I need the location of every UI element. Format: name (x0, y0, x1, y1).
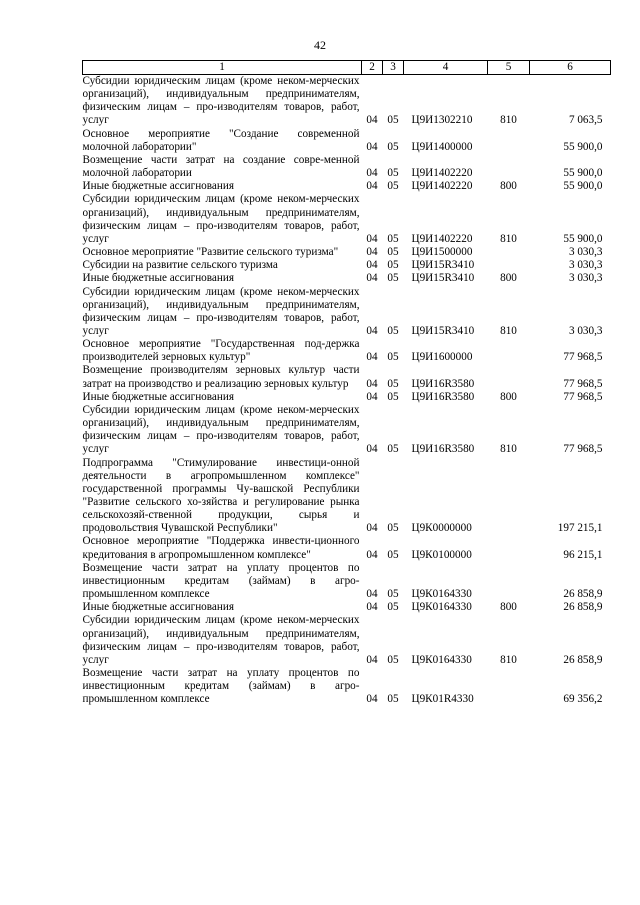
row-expense-type-cell: 810 (500, 114, 517, 127)
row-amount-cell: 77 968,5 (563, 351, 603, 364)
table-row (83, 75, 611, 128)
table-header (83, 61, 611, 75)
row-amount-cell: 55 900,0 (563, 140, 603, 153)
row-expense-type-cell: 810 (500, 653, 517, 666)
row-expense-type-cell: 810 (500, 232, 517, 245)
table-row (83, 128, 611, 154)
row-subsection-cell: 05 (387, 351, 399, 364)
budget-table (82, 60, 611, 707)
row-subsection-cell: 05 (387, 588, 399, 601)
row-name-cell: Основное мероприятие "Государственная под-держка производителей зерновых культур" (82, 338, 360, 364)
row-section-cell: 04 (366, 180, 378, 193)
row-section-cell: 04 (366, 167, 378, 180)
row-section-cell: 04 (366, 377, 378, 390)
row-expense-type-cell (488, 535, 530, 561)
row-subsection-cell: 05 (387, 693, 399, 706)
row-subsection-cell: 05 (387, 167, 399, 180)
row-target-article-cell: Ц9К0164330 (411, 588, 472, 601)
row-target-article-cell: Ц9И16R3580 (411, 377, 475, 390)
table-row (83, 404, 611, 457)
table-row (83, 667, 611, 706)
row-subsection-cell: 05 (387, 180, 399, 193)
row-section-cell: 04 (366, 351, 378, 364)
row-section-cell: 04 (366, 114, 378, 127)
row-subsection-cell: 05 (387, 246, 399, 259)
row-amount-cell: 197 215,1 (557, 522, 603, 535)
column-header-4: 4 (404, 61, 488, 75)
row-amount-cell: 3 030,3 (568, 246, 603, 259)
row-expense-type-cell (488, 338, 530, 364)
row-amount-cell: 77 968,5 (563, 443, 603, 456)
row-subsection-cell: 05 (387, 324, 399, 337)
row-amount-cell: 3 030,3 (568, 272, 603, 285)
row-expense-type-cell: 800 (500, 272, 517, 285)
row-section-cell: 04 (366, 390, 378, 403)
table-row (83, 259, 611, 272)
row-expense-type-cell: 810 (500, 443, 517, 456)
row-expense-type-cell: 800 (500, 180, 517, 193)
row-name-cell: Субсидии юридическим лицам (кроме неком-мерческих организаций), индивидуальным предпринимателям, физическим лицам – про-изводителям товаров, работ, услуг (82, 614, 360, 666)
row-subsection-cell: 05 (387, 272, 399, 285)
table-row (83, 535, 611, 561)
row-amount-cell: 77 968,5 (563, 390, 603, 403)
row-target-article-cell: Ц9К01R4330 (411, 693, 474, 706)
row-name-cell: Иные бюджетные ассигнования (82, 180, 234, 193)
row-target-article-cell: Ц9К0164330 (411, 653, 472, 666)
row-subsection-cell: 05 (387, 140, 399, 153)
row-expense-type-cell (488, 259, 530, 272)
row-subsection-cell: 05 (387, 653, 399, 666)
row-target-article-cell: Ц9И1400000 (411, 140, 473, 153)
row-subsection-cell: 05 (387, 548, 399, 561)
row-name-cell: Возмещение части затрат на уплату процентов по инвестиционным кредитам (займам) в агро-промышленном комплексе (82, 561, 360, 601)
row-amount-cell: 7 063,5 (568, 114, 603, 127)
row-name-cell: Возмещение производителям зерновых культур части затрат на производство и реализацию зерновых культур (82, 364, 360, 390)
row-target-article-cell: Ц9К0100000 (411, 548, 472, 561)
row-amount-cell: 55 900,0 (563, 167, 603, 180)
row-subsection-cell: 05 (387, 601, 399, 614)
row-section-cell: 04 (366, 522, 378, 535)
row-name-cell: Возмещение части затрат на создание совре-менной молочной лаборатории (82, 153, 360, 180)
row-subsection-cell: 05 (387, 114, 399, 127)
row-expense-type-cell (488, 667, 530, 706)
row-expense-type-cell (488, 457, 530, 536)
row-amount-cell: 3 030,3 (568, 259, 603, 272)
row-target-article-cell: Ц9И15R3410 (411, 324, 475, 337)
row-target-article-cell: Ц9И15R3410 (411, 272, 475, 285)
row-name-cell: Субсидии на развитие сельского туризма (82, 259, 278, 272)
row-expense-type-cell (488, 128, 530, 154)
column-header-3: 3 (383, 61, 404, 75)
row-target-article-cell: Ц9И16R3580 (411, 390, 475, 403)
row-expense-type-cell: 800 (500, 390, 517, 403)
row-amount-cell: 77 968,5 (563, 377, 603, 390)
row-section-cell: 04 (366, 653, 378, 666)
column-header-6: 6 (530, 61, 611, 75)
row-target-article-cell: Ц9И1600000 (411, 351, 473, 364)
row-name-cell: Основное мероприятие "Развитие сельского туризма" (82, 246, 339, 259)
table-body (83, 75, 611, 707)
row-name-cell: Иные бюджетные ассигнования (82, 390, 234, 403)
row-amount-cell: 26 858,9 (563, 588, 603, 601)
row-expense-type-cell (488, 562, 530, 601)
row-amount-cell: 26 858,9 (563, 601, 603, 614)
row-section-cell: 04 (366, 259, 378, 272)
row-name-cell: Субсидии юридическим лицам (кроме неком-мерческих организаций), индивидуальным предпринимателям, физическим лицам – про-изводителям товаров, работ, услуг (82, 403, 360, 456)
row-target-article-cell: Ц9И15R3410 (411, 259, 475, 272)
table-row (83, 338, 611, 364)
table-row (83, 614, 611, 667)
table-row (83, 562, 611, 601)
page-number: 42 (314, 38, 326, 52)
column-header-2: 2 (362, 61, 383, 75)
row-subsection-cell: 05 (387, 232, 399, 245)
table-row (83, 180, 611, 193)
table-row (83, 193, 611, 246)
row-section-cell: 04 (366, 324, 378, 337)
column-header-5: 5 (488, 61, 530, 75)
table-row (83, 286, 611, 339)
header-row (83, 61, 611, 75)
row-section-cell: 04 (366, 588, 378, 601)
row-expense-type-cell (488, 246, 530, 259)
row-target-article-cell: Ц9И1302210 (411, 114, 473, 127)
table-row (83, 391, 611, 404)
row-name-cell: Иные бюджетные ассигнования (82, 272, 234, 285)
row-name-cell: Возмещение части затрат на уплату процентов по инвестиционным кредитам (займам) в агро-промышленном комплексе (82, 667, 360, 706)
table-row (83, 601, 611, 614)
row-amount-cell: 55 900,0 (563, 180, 603, 193)
row-target-article-cell: Ц9И1402220 (411, 232, 473, 245)
row-target-article-cell: Ц9И1402220 (411, 180, 473, 193)
row-amount-cell: 3 030,3 (568, 324, 603, 337)
row-section-cell: 04 (366, 601, 378, 614)
row-target-article-cell: Ц9И16R3580 (411, 443, 475, 456)
row-subsection-cell: 05 (387, 443, 399, 456)
row-section-cell: 04 (366, 272, 378, 285)
row-target-article-cell: Ц9И1402220 (411, 167, 473, 180)
row-subsection-cell: 05 (387, 390, 399, 403)
table-row (83, 154, 611, 180)
row-section-cell: 04 (366, 246, 378, 259)
row-subsection-cell: 05 (387, 522, 399, 535)
column-header-1: 1 (83, 61, 362, 75)
row-section-cell: 04 (366, 232, 378, 245)
row-target-article-cell: Ц9К0164330 (411, 601, 472, 614)
row-name-cell: Основное мероприятие "Создание современной молочной лаборатории" (82, 127, 360, 153)
row-section-cell: 04 (366, 693, 378, 706)
table-row (83, 272, 611, 285)
row-amount-cell: 96 215,1 (563, 548, 603, 561)
row-name-cell: Субсидии юридическим лицам (кроме неком-мерческих организаций), индивидуальным предпринимателям, физическим лицам – про-изводителям товаров, работ, услуг (82, 285, 360, 337)
row-expense-type-cell: 800 (500, 601, 517, 614)
row-expense-type-cell (488, 154, 530, 180)
row-name-cell: Субсидии юридическим лицам (кроме неком-мерческих организаций), индивидуальным предпринимателям, физическим лицам – про-изводителям товаров, работ, услуг (82, 75, 360, 127)
row-section-cell: 04 (366, 548, 378, 561)
row-name-cell: Иные бюджетные ассигнования (82, 601, 234, 614)
row-expense-type-cell: 810 (500, 324, 517, 337)
row-section-cell: 04 (366, 443, 378, 456)
row-amount-cell: 69 356,2 (563, 693, 603, 706)
row-amount-cell: 55 900,0 (563, 232, 603, 245)
table-row (83, 364, 611, 390)
row-subsection-cell: 05 (387, 259, 399, 272)
row-expense-type-cell (488, 364, 530, 390)
row-name-cell: Подпрограмма "Стимулирование инвестици-онной деятельности в агропромышленном комплексе" государственной программы Чу-вашской Республики "Развитие сельского хо-зяйства и регулирование рынка сельскохозяй-ственной продукции, сырья и продовольствия Чувашской Республики" (82, 456, 360, 535)
row-target-article-cell: Ц9И1500000 (411, 246, 473, 259)
row-section-cell: 04 (366, 140, 378, 153)
row-target-article-cell: Ц9К0000000 (411, 522, 472, 535)
table-row (83, 457, 611, 536)
table-row (83, 246, 611, 259)
row-subsection-cell: 05 (387, 377, 399, 390)
row-amount-cell: 26 858,9 (563, 653, 603, 666)
row-name-cell: Субсидии юридическим лицам (кроме неком-мерческих организаций), индивидуальным предпринимателям, физическим лицам – про-изводителям товаров, работ, услуг (82, 193, 360, 245)
row-name-cell: Основное мероприятие "Поддержка инвести-ционного кредитования в агропромышленном комплексе" (82, 535, 360, 561)
